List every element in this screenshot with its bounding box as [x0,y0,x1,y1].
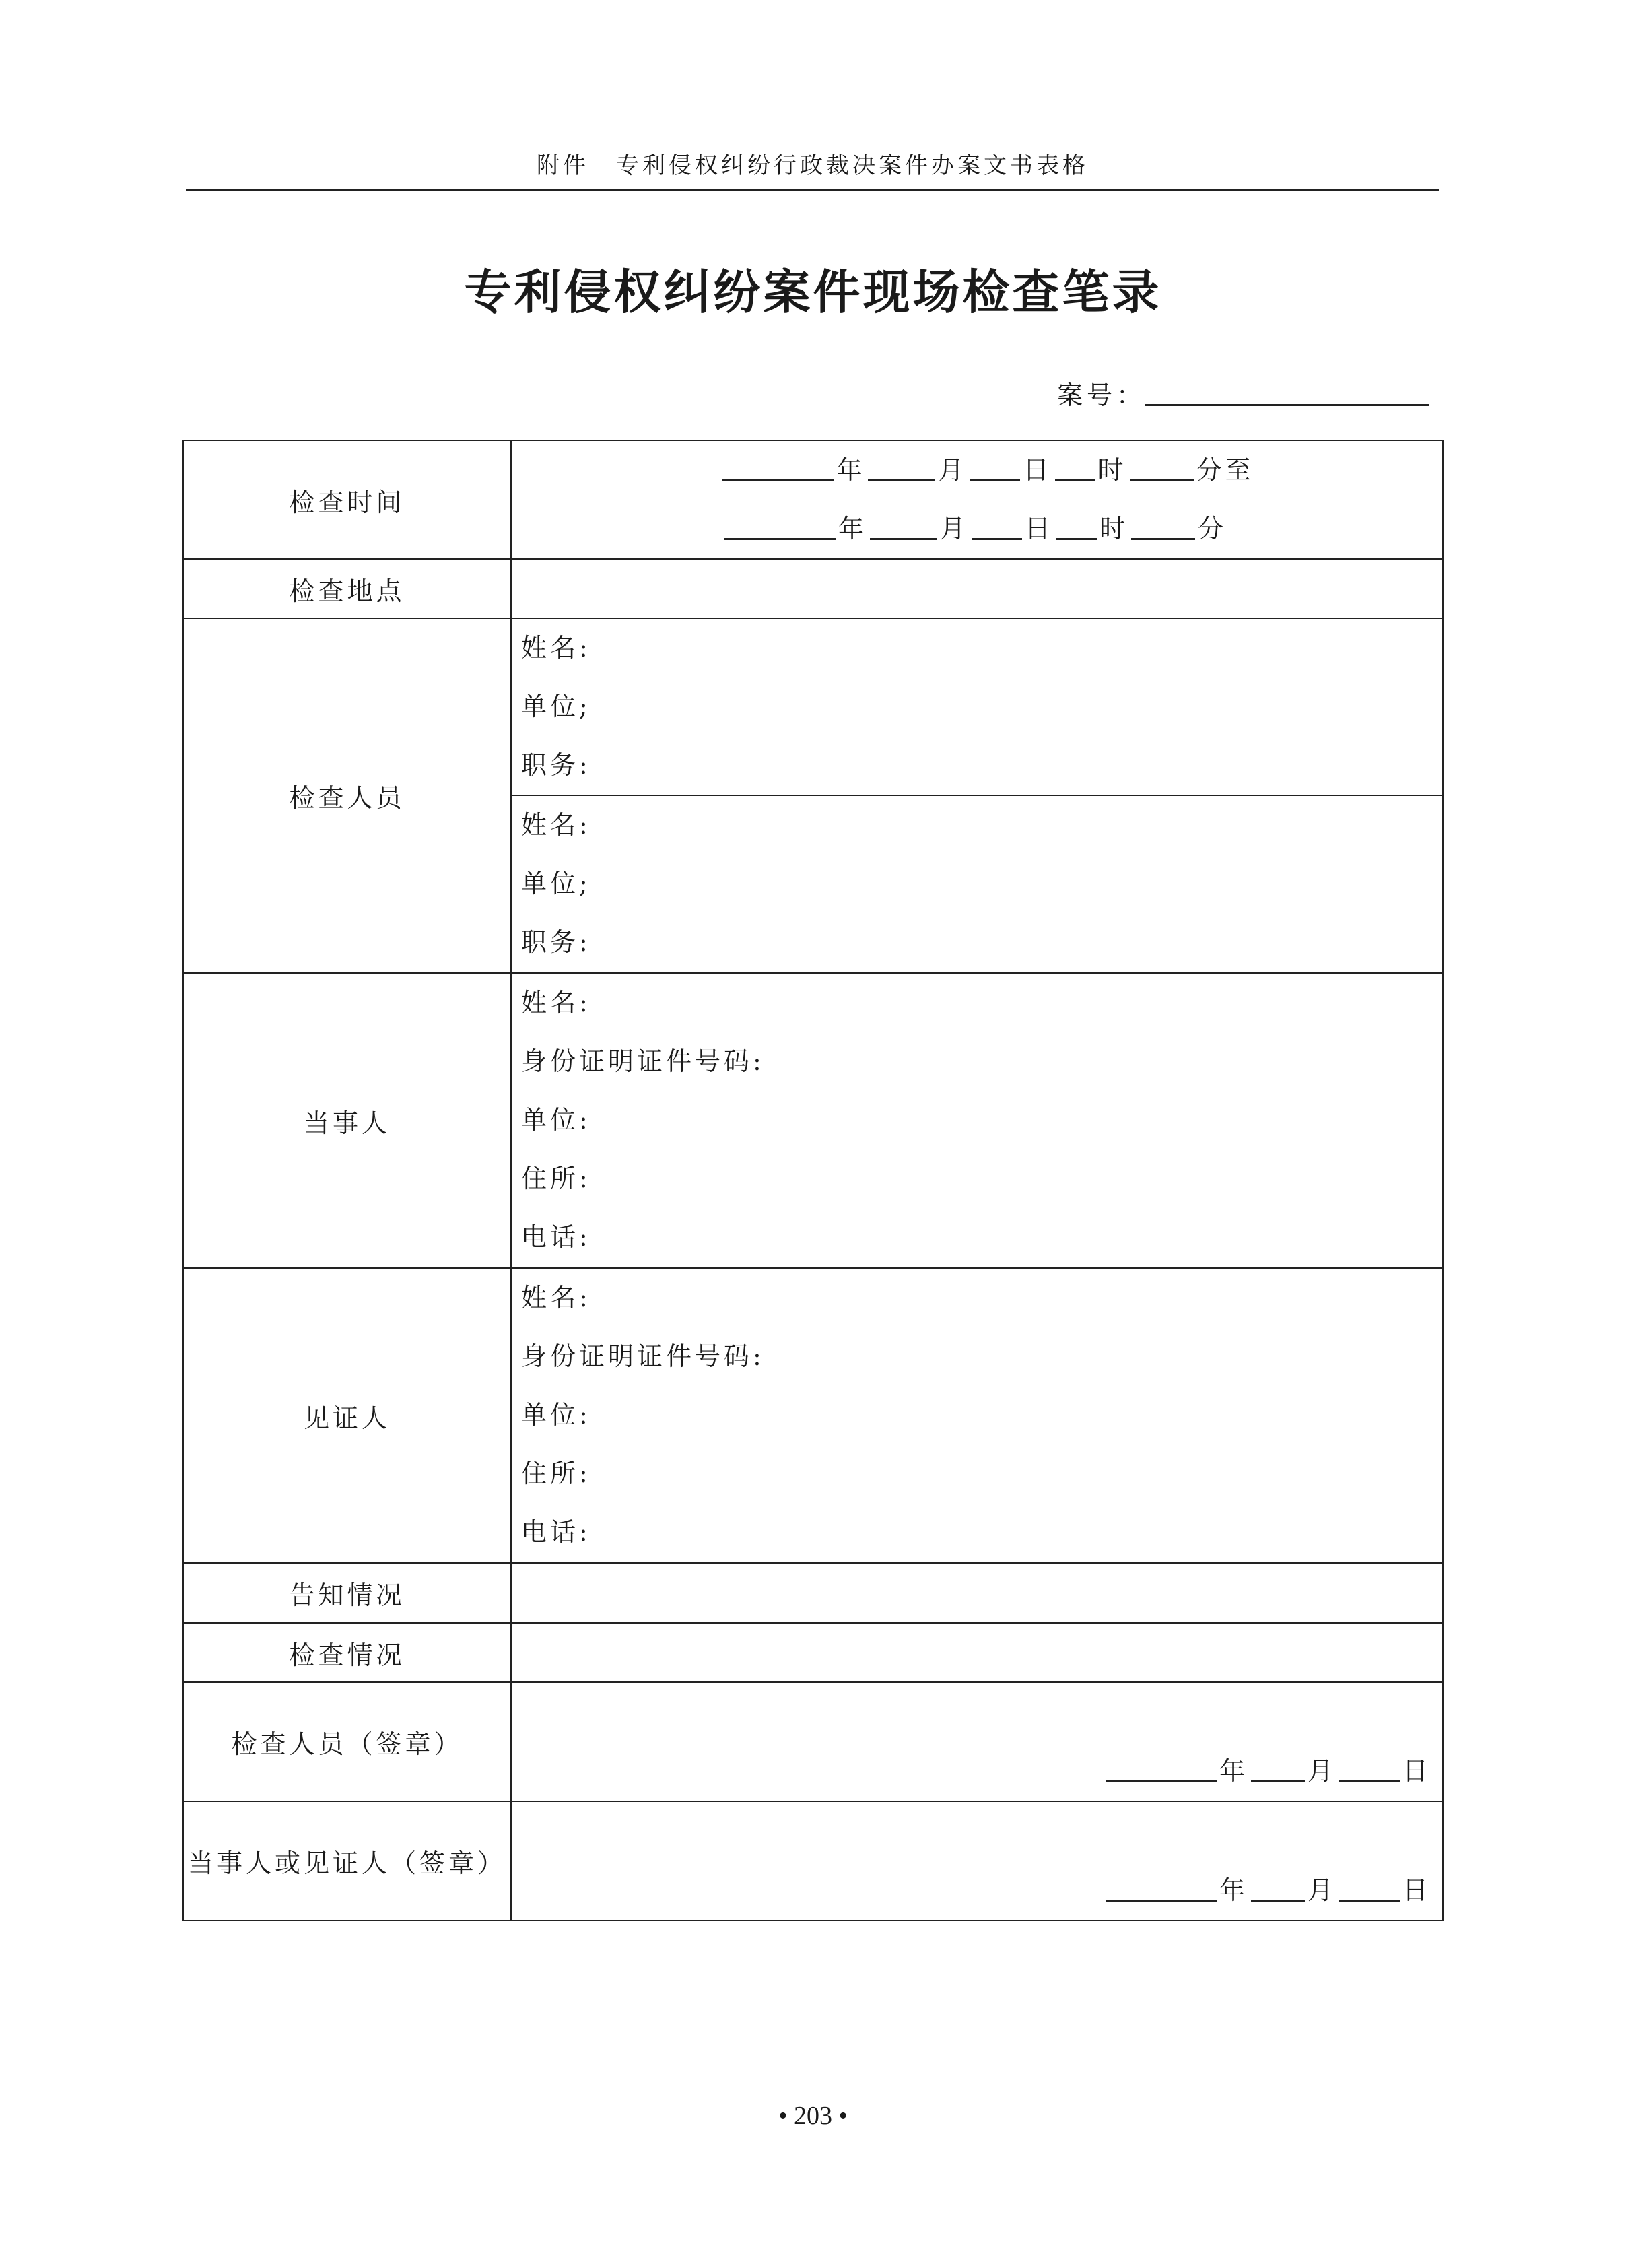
party-phone: 电话: [521,1222,591,1252]
inspector-1-name: 姓名: [521,633,591,663]
row-inspection-time [183,440,1443,559]
party-name: 姓名: [521,988,591,1018]
party-signature-date: 年 月 日 [1103,1869,1431,1906]
row-inspector-signature [183,1682,1443,1801]
row-inspector-1 [183,618,1443,795]
row-party [183,973,1443,1268]
party-id: 身份证明证件号码: [521,1046,765,1076]
appendix-label: 附件 [537,152,589,179]
label-inspection-status: 检查情况 [183,1623,511,1682]
party-address: 住所: [521,1164,591,1193]
page-number: • 203 • [778,2102,848,2130]
end-time-line: 年 月 日 时 分 [512,500,1442,558]
inspector-1-unit: 单位; [521,692,591,721]
row-party-signature [183,1801,1443,1921]
header-rule [186,189,1439,191]
witness-unit: 单位: [521,1400,591,1430]
row-inspection-status [183,1623,1443,1682]
start-time-line: 年 月 日 时 分至 [512,441,1442,500]
row-notification [183,1563,1443,1623]
inspection-record-table [182,440,1444,1921]
label-inspectors: 检查人员 [183,618,511,973]
field-notification[interactable] [511,1563,1443,1623]
inspector-2-unit: 单位; [521,869,591,898]
field-party-signature[interactable] [511,1801,1443,1921]
label-party: 当事人 [183,973,511,1268]
witness-phone: 电话: [521,1517,591,1547]
document-title: 专利侵权纠纷案件现场检查笔录 [464,264,1162,320]
witness-id: 身份证明证件号码: [521,1341,765,1371]
label-party-signature: 当事人或见证人（签章） [183,1801,511,1921]
field-inspector-1[interactable] [511,618,1443,795]
row-inspection-place [183,559,1443,618]
inspector-signature-date: 年 月 日 [1103,1750,1431,1787]
witness-address: 住所: [521,1459,591,1488]
label-inspector-signature: 检查人员（签章） [183,1682,511,1801]
field-inspection-time[interactable] [511,440,1443,559]
field-inspector-signature[interactable] [511,1682,1443,1801]
field-party[interactable] [511,973,1443,1268]
inspector-1-position: 职务: [521,750,591,780]
witness-name: 姓名: [521,1283,591,1312]
label-inspection-time: 检查时间 [183,440,511,559]
row-witness [183,1268,1443,1563]
header-subtitle: 专利侵权纠纷行政裁决案件办案文书表格 [616,152,1089,179]
case-number-label: 案号： [1057,380,1147,410]
inspector-2-name: 姓名: [521,810,591,840]
case-number-field[interactable] [1145,404,1429,406]
label-witness: 见证人 [183,1268,511,1563]
label-inspection-place: 检查地点 [183,559,511,618]
field-inspection-status[interactable] [511,1623,1443,1682]
label-notification: 告知情况 [183,1563,511,1623]
party-unit: 单位: [521,1105,591,1135]
case-number [1057,374,1434,408]
inspector-2-position: 职务: [521,927,591,957]
page-header [186,147,1439,180]
field-inspection-place[interactable] [511,559,1443,618]
field-witness[interactable] [511,1268,1443,1563]
field-inspector-2[interactable] [511,795,1443,973]
